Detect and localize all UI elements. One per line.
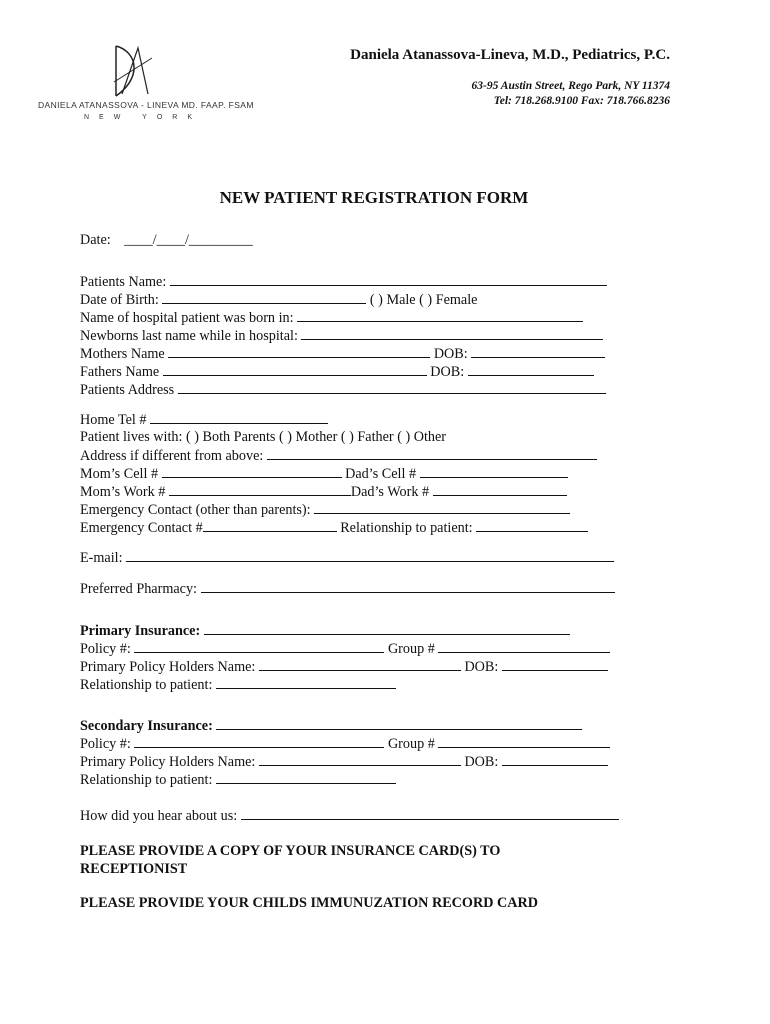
primary-holder-label: Primary Policy Holders Name: [80, 659, 256, 675]
moms-work-label: Mom’s Work # [80, 484, 166, 500]
emergency-contact-field[interactable] [314, 500, 570, 514]
home-tel-field[interactable] [150, 410, 328, 424]
secondary-insurance-label: Secondary Insurance: [80, 718, 213, 734]
work-row [80, 482, 567, 501]
email-row [80, 548, 614, 567]
primary-policy-label: Policy #: [80, 641, 131, 657]
date-row [80, 231, 253, 249]
cell-row [80, 464, 568, 483]
home-tel-label: Home Tel # [80, 412, 147, 428]
pharmacy-label: Preferred Pharmacy: [80, 581, 197, 597]
address-row [80, 380, 606, 399]
email-field[interactable] [126, 548, 614, 562]
pharmacy-field[interactable] [201, 579, 615, 593]
dob-row [80, 290, 477, 309]
hospital-field[interactable] [297, 308, 583, 322]
how-hear-field[interactable] [241, 806, 619, 820]
practice-phone: Tel: 718.268.9100 Fax: 718.766.8236 [493, 95, 670, 107]
secondary-group-field[interactable] [438, 734, 610, 748]
emergency-contact-row [80, 500, 570, 519]
primary-relationship-row [80, 675, 396, 694]
emergency-num-row [80, 518, 588, 537]
secondary-policy-field[interactable] [134, 734, 384, 748]
logo-mark-icon [108, 38, 156, 98]
secondary-policy-row [80, 734, 610, 753]
logo-name: DANIELA ATANASSOVA - LINEVA MD. FAAP. FSAM [38, 100, 254, 110]
lives-with-options[interactable]: Patient lives with: ( ) Both Parents ( ) Mother ( ) Father ( ) Other [80, 429, 447, 445]
practice-logo [38, 38, 254, 128]
primary-group-field[interactable] [438, 639, 610, 653]
pharmacy-row [80, 579, 615, 598]
primary-relationship-label: Relationship to patient: [80, 677, 213, 693]
fathers-name-field[interactable] [163, 362, 427, 376]
fathers-row [80, 362, 594, 381]
mothers-name-label: Mothers Name [80, 346, 165, 362]
moms-cell-field[interactable] [162, 464, 342, 478]
patients-name-label: Patients Name: [80, 274, 167, 290]
emergency-contact-label: Emergency Contact (other than parents): [80, 502, 311, 518]
secondary-relationship-field[interactable] [216, 770, 396, 784]
hospital-row [80, 308, 583, 327]
dads-work-label: Dad’s Work # [350, 484, 430, 500]
address-diff-label: Address if different from above: [80, 448, 264, 464]
address-diff-field[interactable] [267, 446, 597, 460]
fathers-dob-label: DOB: [430, 364, 465, 380]
primary-insurance-label: Primary Insurance: [80, 623, 201, 639]
relationship-field[interactable] [476, 518, 588, 532]
moms-cell-label: Mom’s Cell # [80, 466, 159, 482]
secondary-relationship-label: Relationship to patient: [80, 772, 213, 788]
secondary-holder-row [80, 752, 608, 771]
how-hear-row [80, 806, 619, 825]
dads-cell-field[interactable] [420, 464, 568, 478]
newborn-label: Newborns last name while in hospital: [80, 328, 298, 344]
how-hear-label: How did you hear about us: [80, 808, 238, 824]
insurance-card-notice: PLEASE PROVIDE A COPY OF YOUR INSURANCE CARD(S) TO RECEPTIONIST [80, 843, 501, 877]
dads-work-field[interactable] [433, 482, 567, 496]
fathers-name-label: Fathers Name [80, 364, 160, 380]
date-field[interactable]: ____/____/_________ [124, 232, 253, 248]
email-label: E-mail: [80, 550, 123, 566]
primary-holder-field[interactable] [259, 657, 461, 671]
logo-city: NEW YORK [84, 114, 202, 121]
patients-address-label: Patients Address [80, 382, 175, 398]
secondary-group-label: Group # [387, 736, 435, 752]
form-title: NEW PATIENT REGISTRATION FORM [219, 188, 529, 207]
newborn-row [80, 326, 603, 345]
practice-name: Daniela Atanassova-Lineva, M.D., Pediatrics, P.C. [350, 47, 670, 63]
date-label: Date: [80, 232, 111, 248]
immunization-notice: PLEASE PROVIDE YOUR CHILDS IMMUNUZATION RECORD CARD [80, 895, 538, 911]
mothers-name-field[interactable] [168, 344, 430, 358]
patients-address-field[interactable] [178, 380, 606, 394]
mothers-dob-field[interactable] [471, 344, 605, 358]
dob-label: Date of Birth: [80, 292, 159, 308]
primary-holder-row [80, 657, 608, 676]
secondary-insurance-row [80, 716, 582, 735]
practice-address: 63-95 Austin Street, Rego Park, NY 11374 [471, 80, 670, 92]
mothers-row [80, 344, 605, 363]
secondary-relationship-row [80, 770, 396, 789]
moms-work-field[interactable] [169, 482, 351, 496]
gender-options[interactable]: ( ) Male ( ) Female [369, 292, 478, 308]
secondary-insurance-field[interactable] [216, 716, 582, 730]
dob-field[interactable] [162, 290, 366, 304]
address-diff-row [80, 446, 597, 465]
emergency-num-label: Emergency Contact # [80, 520, 203, 536]
patients-name-field[interactable] [170, 272, 607, 286]
mothers-dob-label: DOB: [433, 346, 468, 362]
fathers-dob-field[interactable] [468, 362, 594, 376]
primary-holder-dob-label: DOB: [464, 659, 499, 675]
secondary-holder-field[interactable] [259, 752, 461, 766]
primary-relationship-field[interactable] [216, 675, 396, 689]
secondary-policy-label: Policy #: [80, 736, 131, 752]
secondary-holder-dob-field[interactable] [502, 752, 608, 766]
home-tel-row [80, 410, 328, 429]
newborn-field[interactable] [301, 326, 603, 340]
primary-policy-row [80, 639, 610, 658]
secondary-holder-label: Primary Policy Holders Name: [80, 754, 256, 770]
primary-group-label: Group # [387, 641, 435, 657]
hospital-label: Name of hospital patient was born in: [80, 310, 294, 326]
primary-insurance-row [80, 621, 570, 640]
patients-name-row [80, 272, 607, 291]
primary-policy-field[interactable] [134, 639, 384, 653]
dads-cell-label: Dad’s Cell # [345, 466, 417, 482]
lives-with-row [80, 428, 446, 446]
primary-holder-dob-field[interactable] [502, 657, 608, 671]
emergency-num-field[interactable] [203, 518, 337, 532]
primary-insurance-field[interactable] [204, 621, 570, 635]
relationship-label: Relationship to patient: [340, 520, 473, 536]
secondary-holder-dob-label: DOB: [464, 754, 499, 770]
